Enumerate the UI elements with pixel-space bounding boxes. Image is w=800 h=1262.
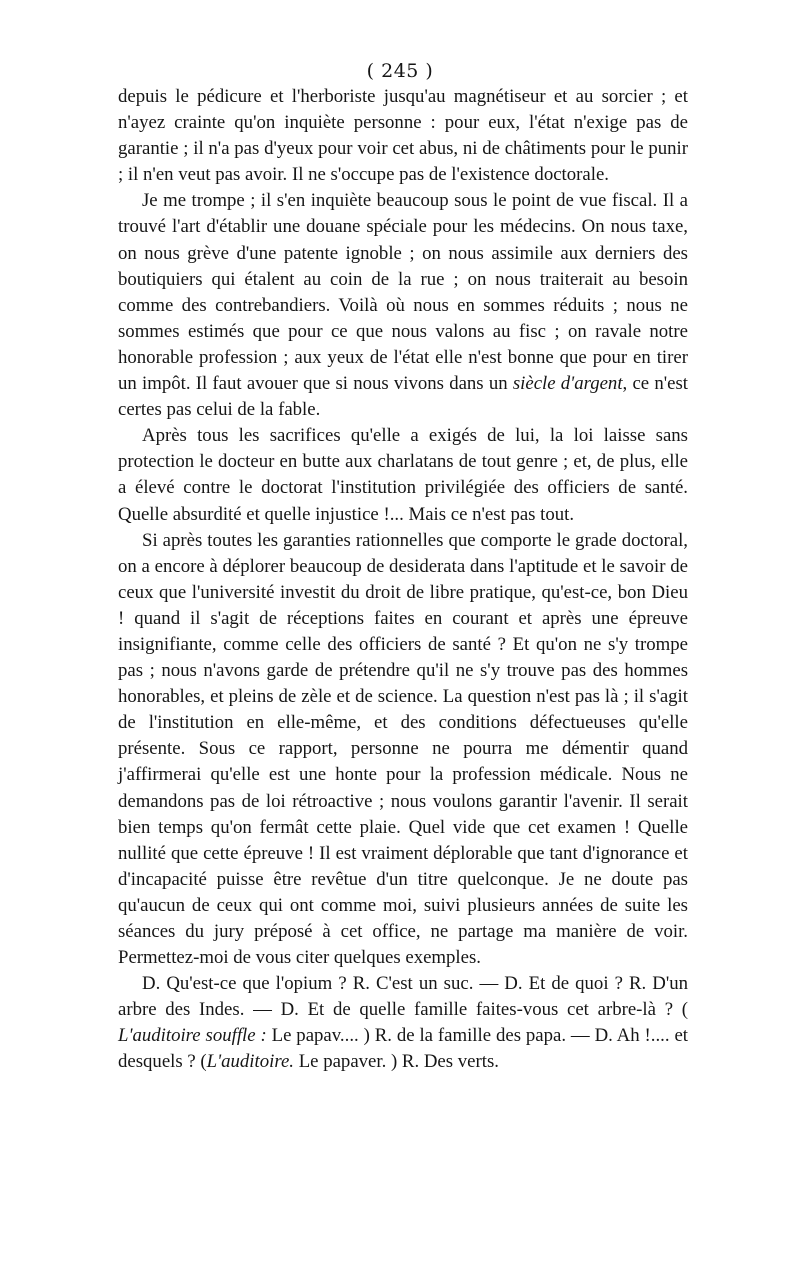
text-segment: depuis le pédicure et l'herboriste jusqu'au magnétiseur et au sorcier ; et n'ayez crainte qu'on inquiète personne : pour eux, l'état n'exige pas de garantie ; il n'a pas d'yeux pour voir cet abus, ni de châtiments pour le punir ; il n'en veut pas avoir. Il ne s'occupe pas de l'existence doctorale. bbox=[118, 86, 688, 186]
paragraph bbox=[118, 971, 688, 1075]
text-segment: D. Qu'est-ce que l'opium ? R. C'est un suc. — D. Et de quoi ? R. D'un arbre des Indes. — D. Et de quelle famille faites-vous cet arbre-là ? ( bbox=[118, 973, 688, 1021]
text-segment: Le papaver. ) R. Des verts. bbox=[294, 1051, 499, 1073]
italic-segment: L'auditoire. bbox=[206, 1051, 294, 1073]
text-segment: , ce n'est certes pas celui de la fable. bbox=[118, 373, 688, 421]
paragraph bbox=[118, 528, 688, 972]
text-segment: Le papav.... ) R. de la famille des papa. — D. Ah !.... et desquels ? ( bbox=[118, 1025, 688, 1073]
text-segment: Si après toutes les garanties rationnelles que comporte le grade doctoral, on a encore à déplorer beaucoup de desiderata dans l'aptitude et le savoir de ceux que l'université investit du droit de libre pratique, qu'est-ce, bon Dieu ! quand il s'agit de réceptions faites en courant et après une épreuve insignifiante, comme celle des officiers de santé ? Et qu'on ne s'y trompe pas ; nous n'avons garde de prétendre qu'il ne s'y trouve pas des hommes honorables, et pleins de zèle et de science. La question n'est pas là ; il s'agit de l'institution en elle-même, et des conditions défectueuses qu'elle présente. Sous ce rapport, personne ne pourra me démentir quand j'affirmerai qu'elle est une honte pour la profession médicale. Nous ne demandons pas de loi rétroactive ; nous voulons garantir l'avenir. Il serait bien temps qu'on fermât cette plaie. Quel vide que cet examen ! Quelle nullité que cette épreuve ! Il est vraiment déplorable que tant d'ignorance et d'incapacité puisse être revêtue d'un titre quelconque. Je ne doute pas qu'aucun de ceux qui ont comme moi, suivi plusieurs années de suite les séances du jury préposé à cet office, ne partage ma manière de voir. Permettez-moi de vous citer quelques exemples. bbox=[118, 529, 688, 969]
paragraph bbox=[118, 423, 688, 527]
page-number: ( 245 ) bbox=[366, 60, 434, 82]
paragraph bbox=[118, 188, 688, 423]
paragraph bbox=[118, 84, 688, 188]
italic-segment: L'auditoire souffle : bbox=[118, 1025, 267, 1047]
text-segment: Après tous les sacrifices qu'elle a exigés de lui, la loi laisse sans protection le docteur en butte aux charlatans de tout genre ; et, de plus, elle a élevé contre le doctorat l'institution privilégiée des officiers de santé. Quelle absurdité et quelle injustice !... Mais ce n'est pas tout. bbox=[118, 425, 688, 525]
body-text bbox=[118, 84, 688, 1076]
text-segment: Je me trompe ; il s'en inquiète beaucoup sous le point de vue fiscal. Il a trouvé l'art d'établir une douane spéciale pour les médecins. On nous taxe, on nous grève d'une patente ignoble ; on nous assimile aux derniers des boutiquiers qui étalent au coin de la rue ; on nous traiterait au besoin comme des contrebandiers. Voilà où nous en sommes réduits ; nous ne sommes estimés que pour ce que nous valons au fisc ; on ravale notre honorable profession ; aux yeux de l'état elle n'est bonne que pour en tirer un impôt. Il faut avouer que si nous vivons dans un bbox=[118, 190, 688, 395]
italic-segment: siècle d'argent bbox=[512, 373, 623, 395]
